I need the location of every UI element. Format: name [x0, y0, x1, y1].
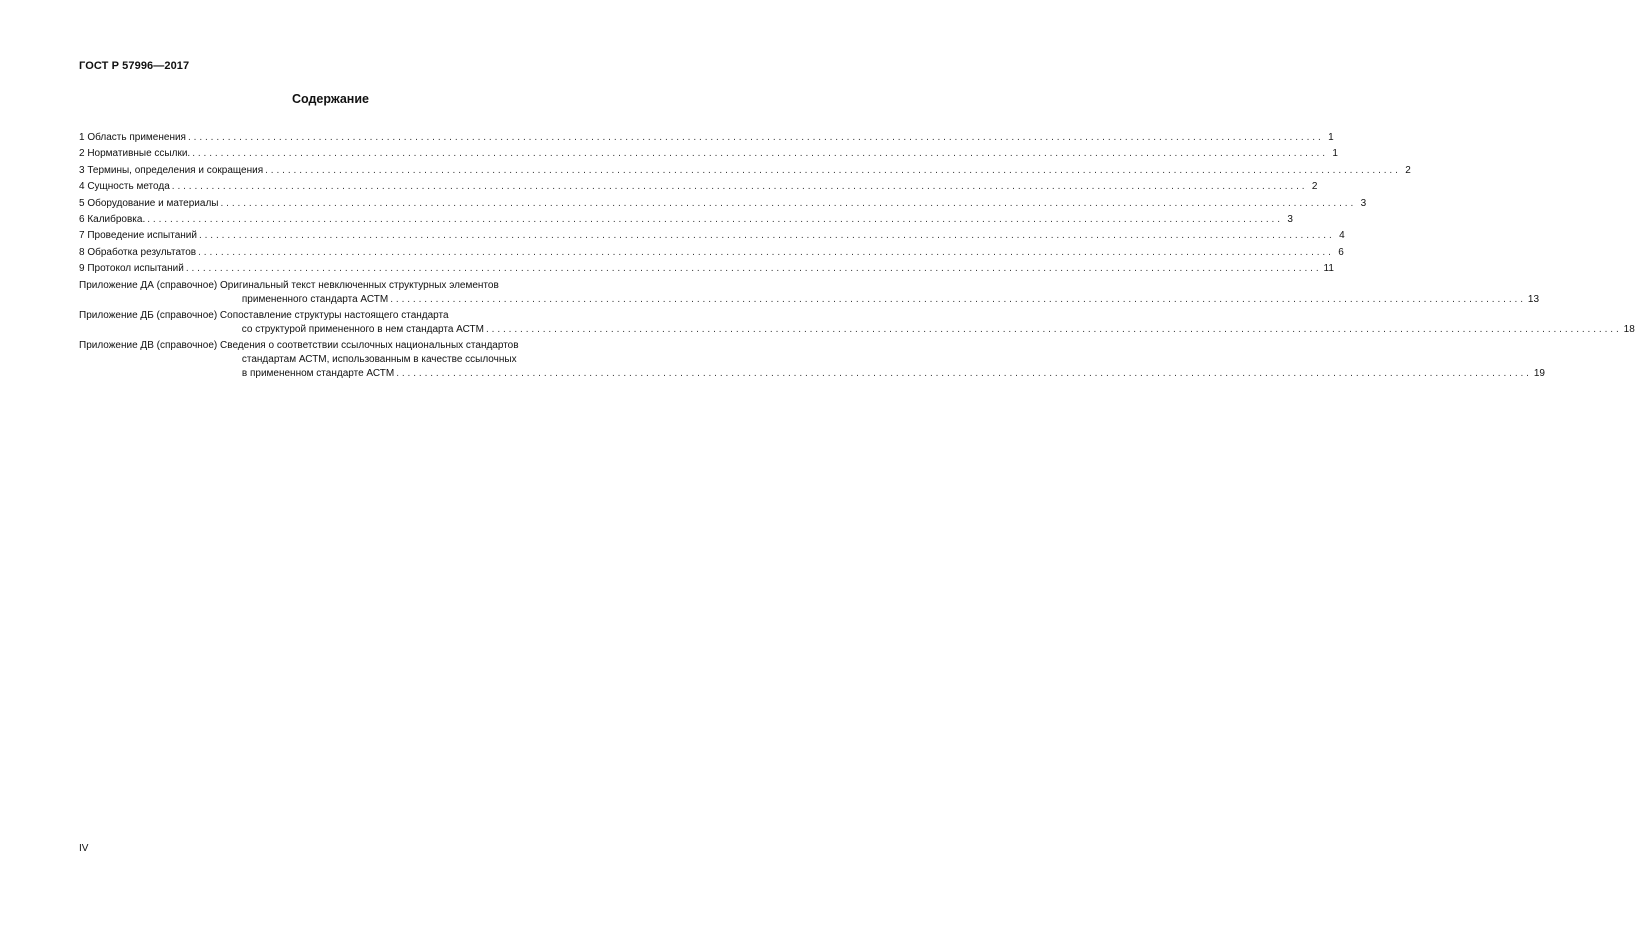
toc-entry-page: 3	[1287, 213, 1293, 225]
dot-leader: ........................................................................................................................................................................................................	[265, 164, 1401, 176]
appendix-title-line: примененного стандарта АСТМ	[241, 293, 389, 305]
toc-entry-page: 4	[1339, 230, 1345, 242]
toc-entry-page: 13	[1527, 293, 1540, 305]
appendix-prefix: Приложение ДА	[79, 279, 154, 291]
toc-entry-label: 9 Протокол испытаний	[79, 263, 184, 275]
toc-entry-page: 11	[1323, 263, 1334, 275]
toc-entry-5[interactable]	[79, 197, 1367, 211]
page-number: IV	[79, 843, 89, 854]
toc-entry-label: 2 Нормативные ссылки.	[79, 148, 191, 160]
toc-entry-label: 7 Проведение испытаний	[79, 230, 197, 242]
appendix-title-line: (справочное) Оригинальный текст невключенных структурных элементов	[156, 279, 499, 291]
toc-entry-page: 3	[1360, 197, 1367, 209]
toc-entry-label: 1 Область применения	[79, 132, 186, 143]
toc-entry-4[interactable]	[79, 180, 1318, 194]
toc-entry-page: 18	[1623, 323, 1635, 335]
toc-entry-label: 5 Оборудование и материалы	[79, 197, 219, 209]
toc-entry-label: 3 Термины, определения и сокращения	[79, 164, 264, 176]
appendix-title-line: (справочное) Сведения о соответствии ссылочных национальных стандартов	[156, 340, 519, 352]
toc-entry-page: 2	[1311, 181, 1318, 193]
toc-entry-label: 6 Калибровка.	[79, 213, 146, 225]
toc-entry-label: 8 Обработка результатов	[79, 246, 197, 258]
toc-entry-page: 6	[1338, 246, 1344, 258]
toc-entry-7[interactable]	[79, 229, 1345, 243]
appendix-title-line: (справочное) Сопоставление структуры настоящего стандарта	[156, 309, 449, 321]
toc-entry-page: 19	[1533, 368, 1545, 380]
toc-appendix-dv[interactable]	[79, 339, 1545, 381]
dot-leader: ........................................................................................................................................................................................................	[396, 368, 1532, 380]
appendix-title-line: со структурой примененного в нем стандарта АСТМ	[241, 323, 484, 335]
table-of-contents	[79, 131, 1635, 384]
appendix-title-line: стандартам АСТМ, использованным в качестве ссылочных	[241, 354, 517, 366]
toc-appendix-db[interactable]	[79, 309, 1635, 337]
dot-leader: ........................................................................................................................................................................................................	[185, 263, 1322, 275]
toc-entry-page: 1	[1328, 132, 1334, 143]
dot-leader: ........................................................................................................................................................................................................	[198, 246, 1334, 258]
appendix-prefix: Приложение ДВ	[79, 340, 154, 352]
toc-entry-page: 2	[1405, 164, 1411, 176]
toc-entry-9[interactable]	[79, 262, 1334, 276]
toc-entry-page: 1	[1332, 148, 1338, 160]
dot-leader: ........................................................................................................................................................................................................	[220, 197, 1357, 209]
dot-leader: ........................................................................................................................................................................................................	[147, 213, 1283, 225]
appendix-title-line: в примененном стандарте АСТМ	[241, 368, 395, 380]
appendix-prefix: Приложение ДБ	[79, 309, 154, 321]
toc-entry-1[interactable]	[79, 131, 1334, 145]
toc-entry-2[interactable]	[79, 147, 1338, 161]
toc-entry-label: 4 Сущность метода	[79, 181, 170, 193]
dot-leader: ........................................................................................................................................................................................................	[192, 148, 1328, 160]
dot-leader: ........................................................................................................................................................................................................	[171, 181, 1308, 193]
toc-entry-8[interactable]	[79, 246, 1344, 260]
document-code: ГОСТ Р 57996—2017	[79, 60, 190, 72]
dot-leader: ........................................................................................................................................................................................................	[390, 293, 1526, 305]
dot-leader: ........................................................................................................................................................................................................	[198, 230, 1335, 242]
dot-leader: ........................................................................................................................................................................................................	[187, 132, 1324, 143]
toc-appendix-da[interactable]	[79, 279, 1540, 307]
toc-entry-3[interactable]	[79, 164, 1411, 178]
dot-leader: ........................................................................................................................................................................................................	[485, 323, 1622, 335]
toc-title: Содержание	[291, 92, 369, 106]
toc-entry-6[interactable]	[79, 213, 1293, 227]
